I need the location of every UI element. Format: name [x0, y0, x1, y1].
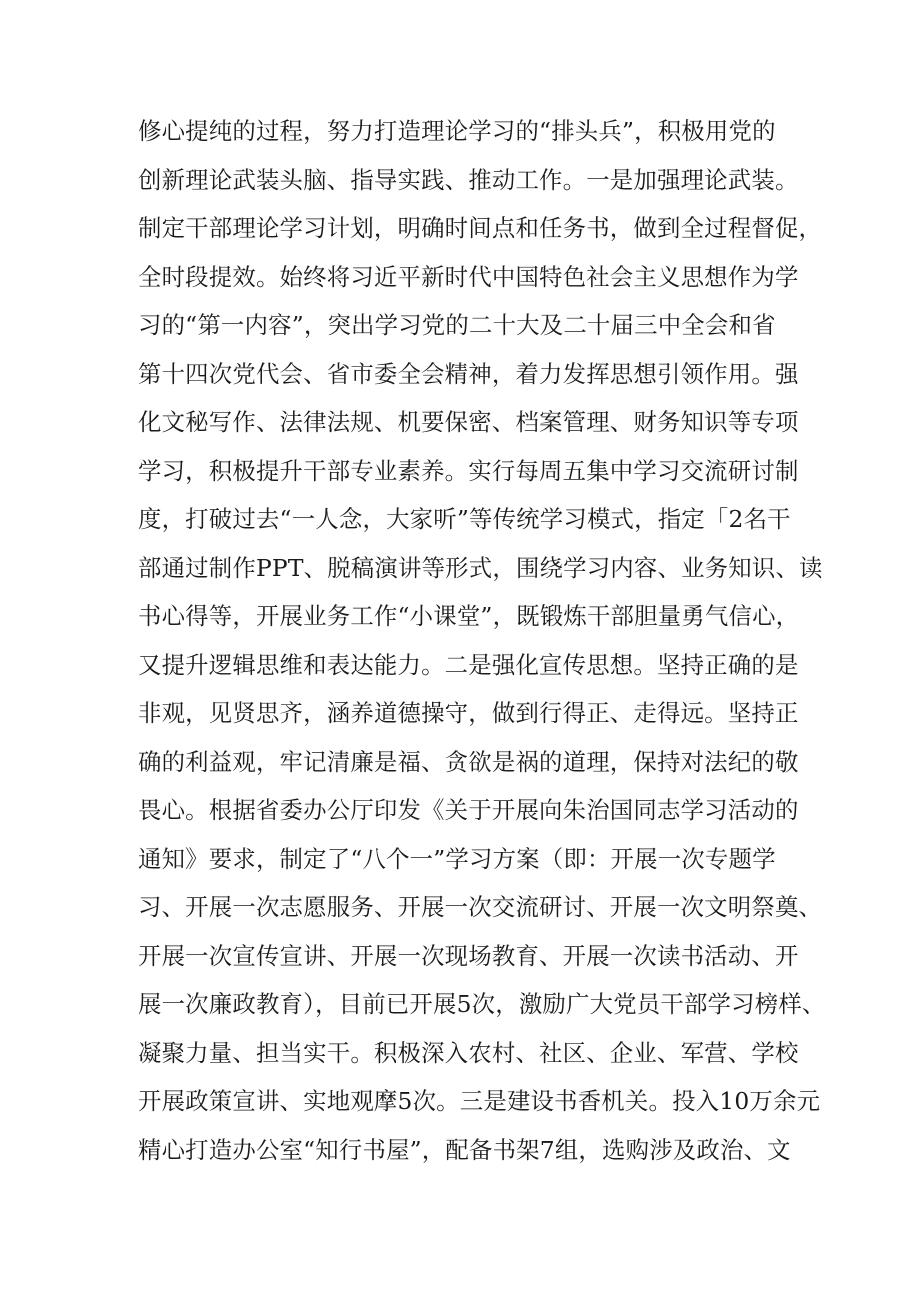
text-line: 学习，积极提升干部专业素养。实行每周五集中学习交流研讨制	[138, 456, 799, 485]
text-line: 畏心。根据省委办公厅印发《关于开展向朱治国同志学习活动的	[138, 796, 799, 824]
text-line: 第十四次党代会、省市委全会精神，着力发挥思想引领作用。强	[138, 359, 799, 388]
text-line: 凝聚力量、担当实干。积极深入农村、社区、企业、军营、学校	[138, 1038, 799, 1067]
text-line: 开展政策宣讲、实地观摩5次。三是建设书香机关。投入10万余元	[138, 1087, 821, 1115]
text-line: 精心打造办公室“知行书屋”，配备书架7组，选购涉及政治、文	[138, 1135, 791, 1164]
text-line: 又提升逻辑思维和表达能力。二是强化宣传思想。坚持正确的是	[138, 650, 799, 679]
text-line: 制定干部理论学习计划，明确时间点和任务书，做到全过程督促，	[138, 214, 823, 242]
text-line: 全时段提效。始终将习近平新时代中国特色社会主义思想作为学	[138, 262, 799, 291]
text-line: 开展一次宣传宣讲、开展一次现场教育、开展一次读书活动、开	[138, 941, 799, 970]
text-line: 通知》要求，制定了“八个一”学习方案（即：开展一次专题学	[138, 844, 776, 873]
text-line: 确的利益观，牢记清廉是福、贪欲是祸的道理，保持对法纪的敬	[138, 747, 799, 776]
body-paragraph	[138, 107, 826, 1174]
text-line: 创新理论武装头脑、指导实践、推动工作。一是加强理论武装。	[138, 165, 799, 194]
text-line: 部通过制作PPT、脱稿演讲等形式，围绕学习内容、业务知识、读	[138, 553, 823, 582]
text-line: 展一次廉政教育），目前已开展5次，激励广大党员干部学习榜样、	[138, 990, 826, 1018]
text-line: 度，打破过去“一人念，大家听”等传统学习模式，指定「2名干	[138, 505, 791, 533]
text-line: 化文秘写作、法律法规、机要保密、档案管理、财务知识等专项	[138, 408, 799, 436]
text-line: 习、开展一次志愿服务、开展一次交流研讨、开展一次文明祭奠、	[138, 893, 823, 921]
text-line: 修心提纯的过程，努力打造理论学习的“排头兵”，积极用党的	[138, 117, 776, 145]
text-line: 习的“第一内容”，突出学习党的二十大及二十届三中全会和省	[138, 311, 776, 339]
text-line: 书心得等，开展业务工作“小课堂”，既锻炼干部胆量勇气信心，	[138, 602, 800, 630]
text-line: 非观，见贤思齐，涵养道德操守，做到行得正、走得远。坚持正	[138, 699, 799, 727]
